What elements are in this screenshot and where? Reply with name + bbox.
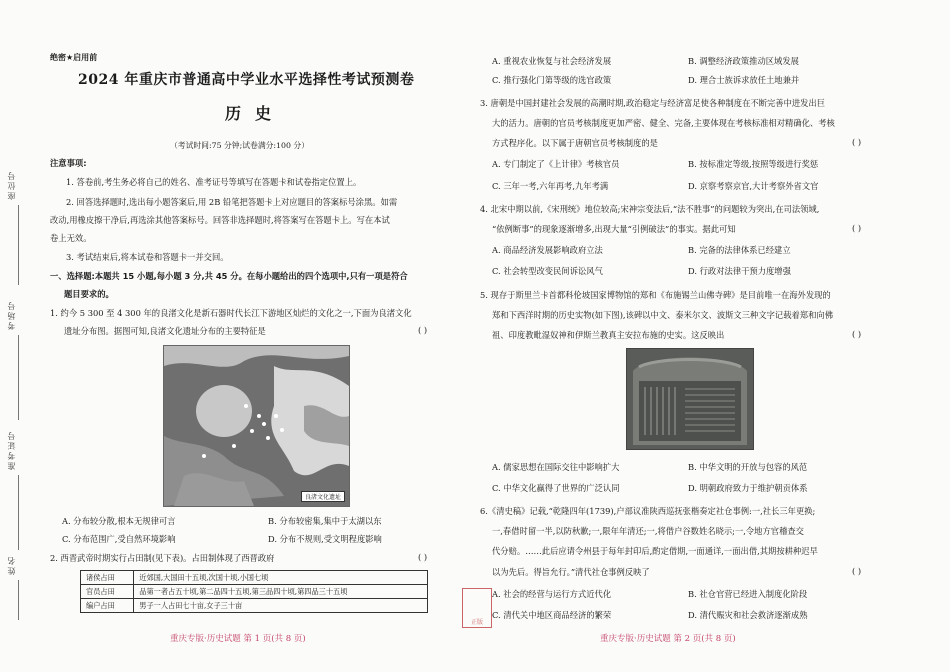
answer-paren: ( ) [418,325,428,335]
q1-stem: 1. 约今 5 300 至 4 300 年的良渚文化是新石器时代长江下游地区灿烂的文化之一,下面为良渚文化 [50,308,412,318]
page-footer: 重庆专版·历史试题 第 2 页(共 8 页) [600,634,736,644]
q1-stem-cont: 遗址分布图。据图可知,良渚文化遗址分布的主要特征是 [64,326,266,336]
note-line: 卷上无效。 [50,233,92,243]
q6-stem-cont: 以为先后。得旨允行。”清代社仓事例反映了 [492,567,650,577]
q2-option-d: D. 理合士族诉求放任土地兼并 [688,75,800,85]
subject-title: 历史 [225,104,286,123]
note-line: 改动,用橡皮擦干净后,再选涂其他答案标号。回答非选择题时,将答案写在答题卡上。写在本试 [50,215,390,225]
q5-stele-figure [626,348,754,450]
q2-option-a: A. 重视农业恢复与社会经济发展 [492,56,612,66]
notes-heading: 注意事项: [50,158,87,168]
answer-paren: ( ) [852,137,862,147]
table-cell: 男子一人占田七十亩,女子三十亩 [134,599,428,613]
q1-map-figure [163,345,350,507]
room-line [18,335,19,420]
q3-option-d: D. 京察考察京官,大计考察外省文官 [688,181,819,191]
q6-stem-cont: 一,春借时留一半,以防秋歉;一,限年年清还;一,将借户谷数姓名晓示;一,令地方官稽查交 [492,526,804,536]
table-row [81,571,428,585]
table-cell: 品第一者占五十顷,第二品四十五顷,第三品四十顷,第四品三十五顷 [134,585,428,599]
map-illustration [164,346,349,506]
name-line [18,580,19,620]
room-label: 考场号 [7,300,16,330]
q2-option-b: B. 调整经济政策推动区域发展 [688,56,799,66]
answer-paren: ( ) [418,552,428,562]
answer-paren: ( ) [852,223,862,233]
q3-option-c: C. 三年一考,六年再考,九年考满 [492,181,609,191]
binding-sidebar [0,0,40,672]
note-line: 3. 考试结束后,将本试卷和答题卡一并交回。 [66,252,229,262]
confidential-mark: 绝密★启用前 [50,53,98,62]
exam-meta: （考试时间:75 分钟;试卷满分:100 分） [170,141,309,150]
table-cell: 官员占田 [81,585,134,599]
q6-option-c: C. 清代关中地区商品经济的繁荣 [492,610,612,620]
q5-stem-cont: 郑和下西洋时期的历史实物(如下图),该碑以中文、泰米尔文、波斯文三种文字记载着郑和向佛 [492,310,833,320]
seat-line [18,205,19,285]
q4-option-c: C. 社会转型改变民间诉讼风气 [492,266,603,276]
q6-stem: 6.《清史稿》记载,“乾隆四年(1739),户部议准陕西巡抚张楷奏定社仓事例:一,社长三年更换; [480,506,816,516]
q1-option-b: B. 分布较密集,集中于太湖以东 [268,516,382,526]
ticket-line [18,475,19,550]
q3-stem-cont: 大的活力。唐朝的官员考核制度更加严密、健全、完备,主要体现在考核标准相对精确化、考核 [492,118,835,128]
q5-option-b: B. 中华文明的开放与包容的风范 [688,462,808,472]
q3-stem-cont: 方式程序化。以下属于唐朝官员考核制度的是 [492,138,658,148]
q5-stem: 5. 现存于斯里兰卡首都科伦坡国家博物馆的郑和《布施锡兰山佛寺碑》是目前唯一在海外发现的 [480,290,831,300]
q2-option-c: C. 推行强化门第等级的选官政策 [492,75,612,85]
seat-label: 座位号 [7,170,16,200]
name-label: 姓名 [7,555,16,575]
section-heading-cont: 题目要求的。 [64,289,114,299]
q3-option-a: A. 专门制定了《上计律》考核官员 [492,159,620,169]
stele-illustration [627,349,753,449]
q2-stem: 2. 西晋武帝时期实行占田制(见下表)。占田制体现了西晋政府 [50,553,275,563]
table-cell: 编户占田 [81,599,134,613]
q6-option-a: A. 社会的经营与运行方式近代化 [492,589,612,599]
q6-option-d: D. 清代赈灾和社会救济逐渐成熟 [688,610,808,620]
table-cell: 诸侯占田 [81,571,134,585]
left-page [50,0,460,672]
table-row [81,585,428,599]
q5-option-c: C. 中华文化赢得了世界的广泛认同 [492,483,620,493]
q1-option-c: C. 分布范围广,受自然环境影响 [62,534,176,544]
note-line: 1. 答卷前,考生务必将自己的姓名、准考证号等填写在答题卡和试卷指定位置上。 [66,177,362,187]
ticket-label: 准考证号 [7,430,16,470]
q1-option-a: A. 分布较分散,根本无规律可言 [62,516,176,526]
q3-option-b: B. 按标准定等级,按照等级进行奖惩 [688,159,819,169]
q5-option-a: A. 儒家思想在国际交往中影响扩大 [492,462,620,472]
q4-option-d: D. 行政对法律干预力度增强 [688,266,791,276]
map-legend: 良渚文化遗址 [301,491,345,502]
answer-paren: ( ) [852,566,862,576]
q4-option-a: A. 商品经济发展影响政府立法 [492,245,603,255]
q4-option-b: B. 完备的法律体系已经建立 [688,245,791,255]
exam-title: 2024 年重庆市普通高中学业水平选择性考试预测卷 [78,72,415,88]
page-footer: 重庆专版·历史试题 第 1 页(共 8 页) [170,634,306,644]
answer-paren: ( ) [852,329,862,339]
genuine-watermark: 正版 [462,588,492,628]
q1-option-d: D. 分布不规则,受文明程度影响 [268,534,382,544]
q6-stem-cont: 代分赔。……此后应请令州县于每年封印后,酌定借期,一面通详,一面出借,其期按耕种迟早 [492,546,818,556]
note-line: 2. 回答选择题时,选出每小题答案后,用 2B 铅笔把答题卡上对应题目的答案标号涂黑。如需 [66,197,398,207]
right-page [470,0,900,672]
q5-option-d: D. 明朝政府致力于维护朝贡体系 [688,483,808,493]
q5-stem-cont: 祖、印度教毗湿奴神和伊斯兰教真主安拉布施的史实。这反映出 [492,330,725,340]
table-cell: 近郊国,大国田十五顷,次国十顷,小国七顷 [134,571,428,585]
table-row [81,599,428,613]
q3-stem: 3. 唐朝是中国封建社会发展的高潮时期,政治稳定与经济富足使各种制度在不断完善中进发出巨 [480,98,826,108]
section-heading: 一、选择题:本题共 15 小题,每小题 3 分,共 45 分。在每小题给出的四个选项中,只有一项是符合 [50,271,408,281]
q2-table [80,570,428,613]
q4-stem: 4. 北宋中期以前,《宋刑统》地位较高;宋神宗变法后,“法不胜事”的问题较为突出,在司法领域, [480,204,820,214]
q4-stem-cont: “依例断事”的现象逐渐增多,出现大量“引例破法”的事实。据此可知 [492,224,736,234]
q6-option-b: B. 社仓官营已经进入制度化阶段 [688,589,808,599]
